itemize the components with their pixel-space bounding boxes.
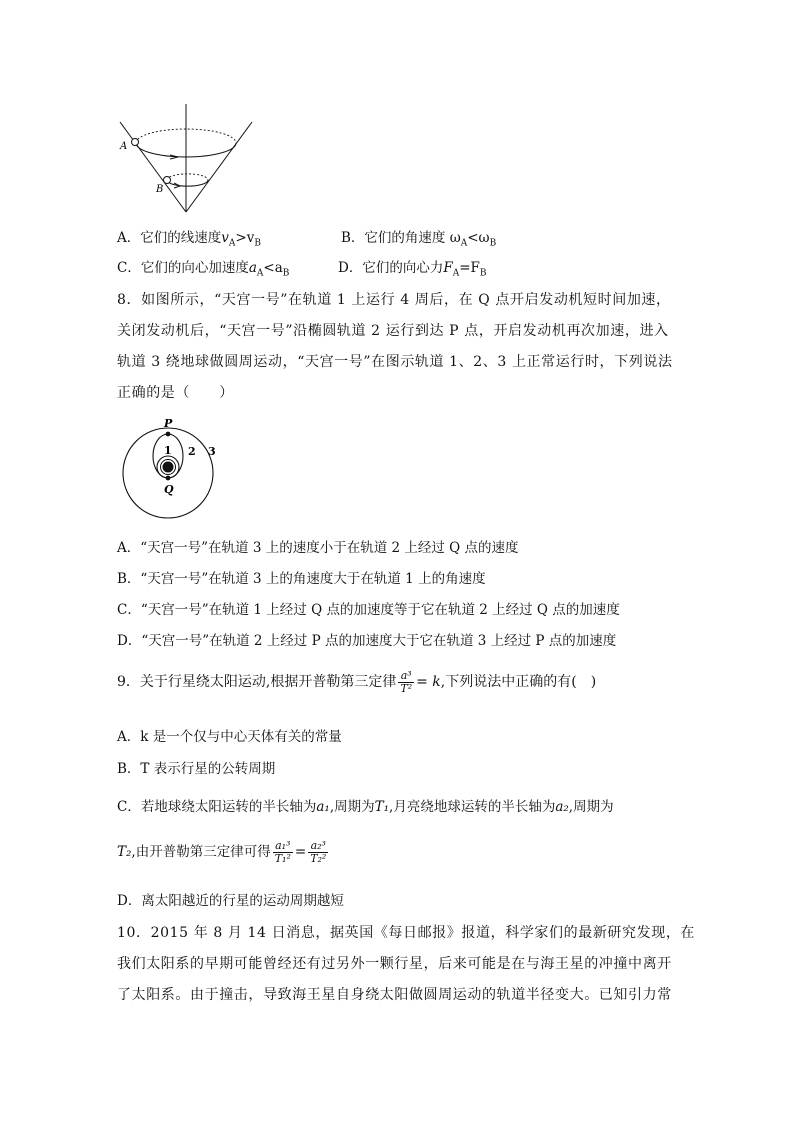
q9-option-c	[117, 795, 614, 819]
q7-option-a	[117, 228, 261, 254]
q9-option-c-fraction-2	[308, 840, 328, 865]
q9-option-c-fraction-1	[273, 840, 293, 865]
q9-option-c-a2: a₂	[555, 799, 569, 815]
q9-option-c-a1: a₁	[316, 799, 330, 815]
q10-line-3: 了太阳系。由于撞击，导致海王星自身绕太阳做圆周运动的轨道半径变大。已知引力常	[117, 987, 672, 1003]
q9-option-c-t2: T₂	[117, 844, 132, 860]
q9-kepler-fraction	[398, 670, 414, 695]
lower-orbit-back	[167, 174, 208, 180]
q8-option-c: C．“天宫一号”在轨道 1 上经过 Q 点的加速度等于它在轨道 2 上经过 Q 点的加速度	[117, 602, 620, 618]
cone-left-edge	[120, 122, 186, 212]
q9-option-c-f2-num: a₂³	[308, 840, 328, 853]
q9-option-c2-mid: ,由开普勒第三定律可得	[131, 844, 271, 860]
q9-option-d: D．离太阳越近的行星的运动周期越短	[117, 893, 344, 909]
q8-line-4: 正确的是（ ）	[117, 385, 234, 401]
earth	[163, 462, 174, 473]
q7-option-a-rel: >v	[235, 230, 255, 246]
q9-option-b: B．T 表示行星的公转周期	[117, 761, 276, 777]
q9-option-c-f2-den: T₂²	[310, 852, 327, 865]
point-q	[166, 476, 171, 481]
q7-option-d	[338, 258, 487, 284]
cone-right-edge	[186, 122, 252, 212]
q7-option-d-sub2: B	[479, 268, 487, 279]
ball-b	[164, 177, 171, 184]
ball-a	[132, 139, 139, 146]
q7-option-d-rel: =F	[459, 260, 480, 276]
q8-option-b: B．“天宫一号”在轨道 3 上的角速度大于在轨道 1 上的角速度	[117, 571, 486, 587]
q7-option-b-sub1: A	[460, 238, 468, 249]
q8-line-1: 8．如图所示，“天宫一号”在轨道 1 上运行 4 周后，在 Q 点开启发动机短时间加速，	[117, 292, 671, 308]
orbit-figure	[112, 412, 232, 524]
q7-option-b-text: B．它们的角速度 ω	[341, 230, 461, 246]
q7-option-c-math: a	[248, 260, 257, 276]
q8-line-3: 轨道 3 绕地球做圆周运动，“天宫一号”在图示轨道 1、2、3 上正常运行时，下列说法	[117, 354, 673, 370]
q9-option-c-f1-den: T₁²	[274, 852, 291, 865]
q9-stem-post: ,下列说法中正确的有( )	[440, 674, 597, 690]
q9-option-c-mid1: ,周期为	[329, 799, 375, 815]
q7-option-b-sub2: B	[489, 238, 497, 249]
q9-option-c-mid3: ,周期为	[568, 799, 614, 815]
q7-option-c-rel: <a	[263, 260, 283, 276]
cone-figure	[112, 100, 262, 218]
label-orbit-1: 1	[164, 444, 172, 457]
q10-line-1: 10．2015 年 8 月 14 日消息，据英国《每日邮报》报道，科学家们的最新研究发现，在	[117, 925, 696, 941]
point-p	[166, 432, 171, 437]
orbit-3	[123, 428, 213, 518]
q9-stem-pre: 9．关于行星绕太阳运动,根据开普勒第三定律	[117, 674, 397, 690]
q7-option-d-math: F	[443, 260, 453, 276]
q9-option-c-mid2: ,月亮绕地球运转的半长轴为	[389, 799, 556, 815]
q9-fraction-den: T²	[400, 681, 413, 695]
q9-option-c-t1: T₁	[374, 799, 390, 815]
q7-option-c-text: C．它们的向心加速度	[117, 260, 249, 276]
label-a: A	[120, 141, 128, 152]
label-orbit-3: 3	[208, 445, 216, 458]
q7-option-b	[341, 228, 496, 254]
q7-option-d-text: D．它们的向心力	[338, 260, 444, 276]
q10-line-2: 我们太阳系的早期可能曾经还有过另外一颗行星，后来可能是在与海王星的冲撞中离开	[117, 956, 672, 972]
q9-option-c-continued	[117, 837, 330, 867]
q8-line-2: 关闭发动机后，“天宫一号”沿椭圆轨道 2 运行到达 P 点，开启发动机再次加速，进入	[117, 323, 669, 339]
q9-option-c-f1-num: a₁³	[273, 840, 293, 853]
q7-option-b-rel: <ω	[467, 230, 490, 246]
q8-option-d: D．“天宫一号”在轨道 2 上经过 P 点的加速度大于它在轨道 3 上经过 P 点的加速度	[117, 633, 617, 649]
q9-stem-eq: = k	[416, 674, 441, 690]
q9-option-a: A．k 是一个仅与中心天体有关的常量	[117, 729, 342, 745]
q7-option-c	[117, 258, 289, 284]
label-b: B	[156, 184, 164, 195]
lower-orbit-front	[167, 180, 208, 186]
label-q: Q	[164, 483, 174, 496]
q7-option-d-sub1: A	[452, 268, 460, 279]
q9-fraction-num: a³	[398, 670, 414, 683]
q7-option-a-text: A．它们的线速度	[117, 230, 222, 246]
q7-option-c-sub1: A	[256, 268, 264, 279]
q7-option-a-sub1: A	[228, 238, 236, 249]
q9-option-c-eq: =	[294, 844, 307, 860]
q9-stem	[117, 668, 596, 696]
q9-option-c-pre: C．若地球绕太阳运转的半长轴为	[117, 799, 317, 815]
q7-option-c-sub2: B	[282, 268, 290, 279]
q7-option-a-sub2: B	[254, 238, 261, 249]
label-orbit-2: 2	[188, 445, 196, 458]
q7-option-a-math: v	[221, 230, 229, 246]
q8-option-a: A．“天宫一号”在轨道 3 上的速度小于在轨道 2 上经过 Q 点的速度	[117, 540, 519, 556]
label-p: P	[164, 417, 173, 430]
